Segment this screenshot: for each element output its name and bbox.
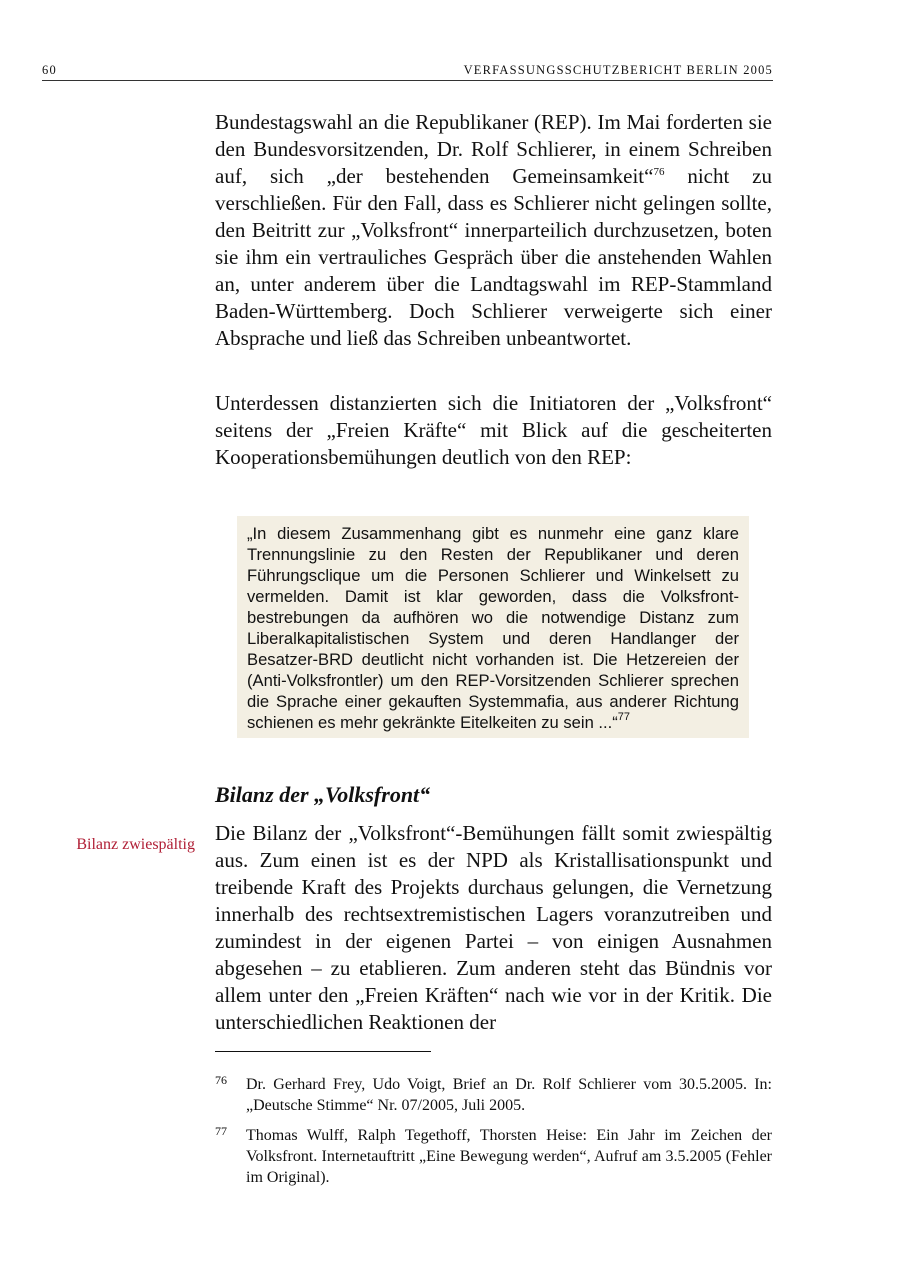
body-paragraph-2 xyxy=(215,390,772,471)
section-heading: Bilanz der „Volksfront“ xyxy=(215,782,431,807)
footnote-text: Thomas Wulff, Ralph Tegethoff, Thorsten Heise: Ein Jahr im Zeichen der Volksfront. Internetauftritt „Eine Bewegung werden“, Aufruf am 3.5.2005 (Fehler im Original). xyxy=(246,1127,772,1186)
margin-note: Bilanz zwiespältig xyxy=(76,836,195,853)
body-paragraph-1 xyxy=(215,109,772,352)
body-paragraph-3 xyxy=(215,820,772,1036)
paragraph-3-text: Die Bilanz der „Volksfront“-Bemühungen fällt somit zwiespältig aus. Zum einen ist es der NPD als Kristallisationspunkt und treibende Kraft des Projekts durchaus gelungen, die Vernetzung innerhalb des rechtsextremistischen Lagers voranzutreiben und zumindest in der eigenen Partei – von einigen Ausnahmen abgesehen – zu etablieren. Zum anderen steht das Bündnis vor allem unter den „Freien Kräften“ nach wie vor in der Kritik. Die unterschiedlichen Reaktionen der xyxy=(215,821,772,1034)
footnote-number: 77 xyxy=(215,1124,227,1138)
page-header xyxy=(42,62,773,81)
quote-text: „In diesem Zusammenhang gibt es nunmehr eine ganz klare Trennungslinie zu den Resten der Republikaner und deren Führungsclique um die Personen Schlierer und Winkelsett zu vermelden. Damit ist klar geworden, dass die Volksfrontbestrebungen da aufhören wo die notwendige Distanz zum Liberalkapitalistischen System und deren Handlanger der Besatzer-BRD deutlicht nicht vorhanden ist. Die Hetzereien der (Anti-Volksfrontler) um den REP-Vorsitzenden Schlierer sprechen die Sprache einer gekauften Systemmafia, aus anderer Richtung schienen es mehr gekränkte Eitelkeiten zu sein ...“ xyxy=(247,524,739,732)
footnote-text: Dr. Gerhard Frey, Udo Voigt, Brief an Dr. Rolf Schlierer vom 30.5.2005. In: „Deutsche Stimme“ Nr. 07/2005, Juli 2005. xyxy=(246,1076,772,1114)
footnote-76 xyxy=(215,1074,772,1116)
paragraph-1-text-b: nicht zu verschließen. Für den Fall, dass es Schlierer nicht gelingen sollte, den Beitritt zur „Volksfront“ innerparteilich durchzusetzen, boten sie ihm ein vertrauliches Gespräch über die anstehenden Wahlen an, unter anderem über die Landtagswahl im REP-Stammland Baden-Württemberg. Doch Schlierer verweigerte sich einer Absprache und ließ das Schreiben unbeantwortet. xyxy=(215,164,772,350)
footnote-ref-77[interactable]: 77 xyxy=(617,711,631,723)
footnote-number: 76 xyxy=(215,1073,227,1087)
page-number: 60 xyxy=(42,63,57,77)
footnote-77 xyxy=(215,1125,772,1188)
footnote-separator xyxy=(215,1051,431,1052)
paragraph-1-text-a: Bundestagswahl an die Republikaner (REP). Im Mai forderten sie den Bundesvorsitzenden, Dr. Rolf Schlierer, in einem Schreiben auf, sich „der bestehenden Gemeinsamkeit“ xyxy=(215,110,772,188)
footnote-ref-76[interactable]: 76 xyxy=(653,166,665,178)
quote-box xyxy=(237,516,749,738)
paragraph-2-text: Unterdessen distanzierten sich die Initiatoren der „Volksfront“ seitens der „Freien Kräfte“ mit Blick auf die gescheiterten Kooperationsbemühungen deutlich von den REP: xyxy=(215,391,772,469)
running-title: VERFASSUNGSSCHUTZBERICHT BERLIN 2005 xyxy=(463,63,773,77)
